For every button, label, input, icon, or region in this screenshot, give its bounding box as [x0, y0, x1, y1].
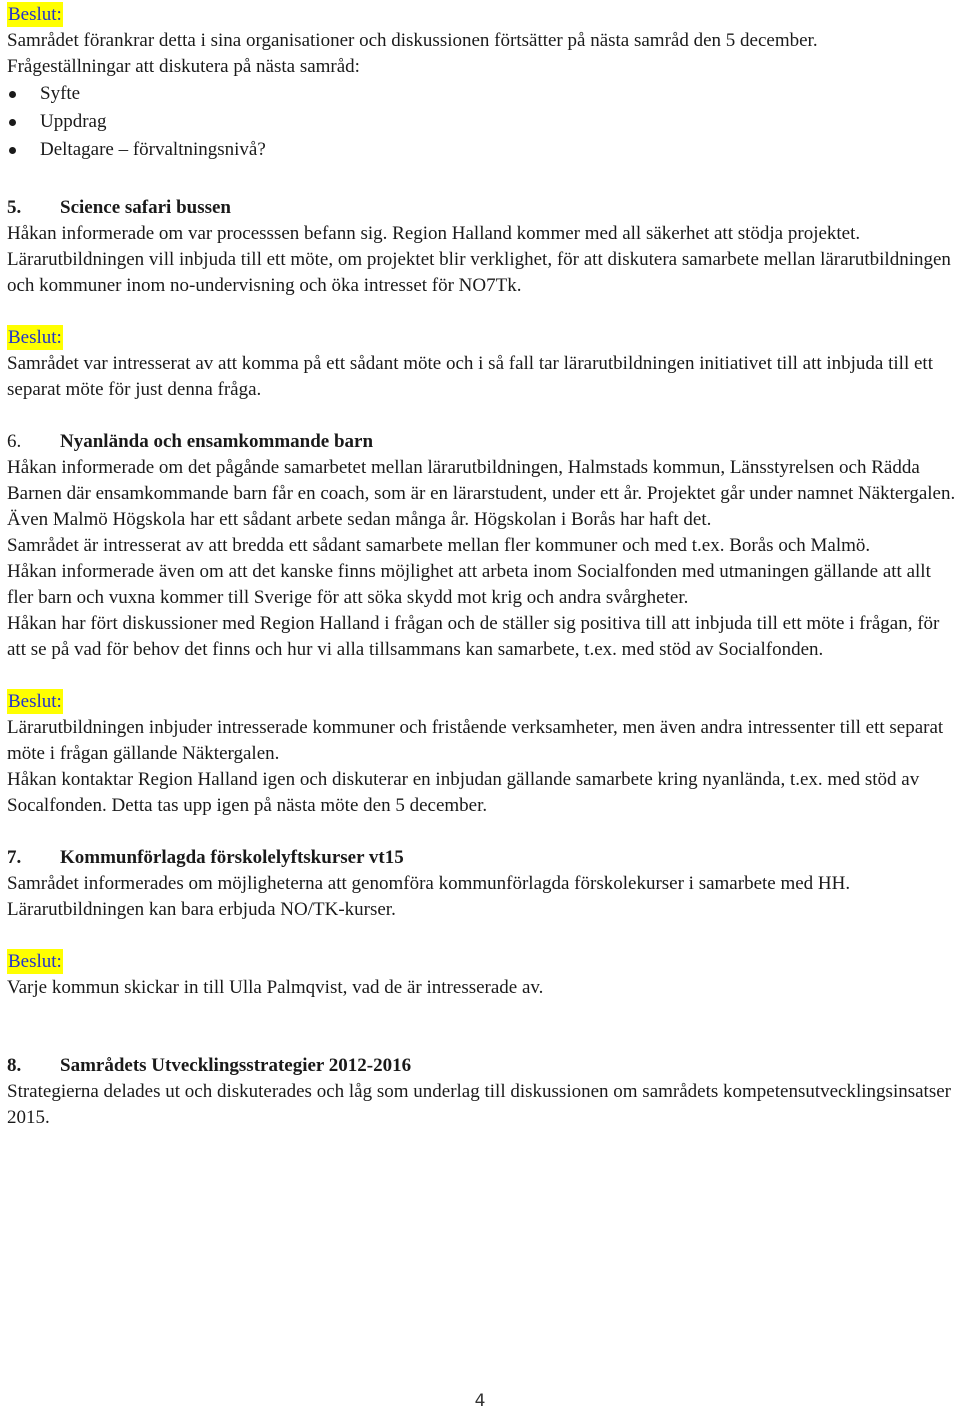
- section6-para3: Håkan informerade även om att det kanske finns möjlighet att arbeta inom Socialfonden med utmaningen gällande att allt fler barn och vuxna kommer till Sverige för att söka skydd mot krig och andra svårgheter.: [7, 561, 931, 608]
- beslut-label: Beslut:: [8, 691, 62, 712]
- list-item-text: Syfte: [40, 83, 81, 104]
- list-item-text: Uppdrag: [40, 111, 107, 132]
- bullet-icon: [9, 119, 16, 126]
- document-page: [7, 2, 959, 1131]
- section8-heading: [7, 1053, 959, 1079]
- section-title: Science safari bussen: [60, 197, 231, 218]
- page-number: 4: [474, 1391, 486, 1411]
- section5-beslut-text: Samrådet var intresserat av att komma på ett sådant möte och i så fall tar lärarutbildningen initiativet till att inbjuda till ett separat möte för just denna fråga.: [7, 353, 933, 400]
- section6-para1: Håkan informerade om det pågånde samarbetet mellan lärarutbildningen, Halmstads kommun, Länsstyrelsen och Rädda Barnen där ensamkommande barn får en coach, som är en lärarstudent, under ett år. Projektet går under namnet Näktergalen. Även Malmö Högskola har ett sådant arbete sedan många år. Högskolan i Borås har haft det.: [7, 457, 956, 530]
- section-number: 6.: [7, 431, 22, 452]
- section6-para4: Håkan har fört diskussioner med Region Halland i frågan och de ställer sig positiva till att inbjuda till ett möte i frågan, för att se på vad för behov det finns och hur vi alla tillsammans kan samarbete, t.ex. med stöd av Socialfonden.: [7, 613, 940, 660]
- bullet-icon: [9, 147, 16, 154]
- section6-beslut-text2: Håkan kontaktar Region Halland igen och diskuterar en inbjudan gällande samarbete kring nyanlända, t.ex. med stöd av Socalfonden. Detta tas upp igen på nästa möte den 5 december.: [7, 769, 920, 816]
- section6-para2: Samrådet är intresserat av att bredda ett sådant samarbete mellan fler kommuner och med t.ex. Borås och Malmö.: [7, 535, 871, 556]
- beslut-label: Beslut:: [8, 951, 62, 972]
- section5-heading: [7, 195, 959, 221]
- beslut-section5: [7, 325, 959, 351]
- section-title: Nyanlända och ensamkommande barn: [60, 431, 374, 452]
- section6-heading: [7, 429, 959, 455]
- section-number: 8.: [7, 1055, 22, 1076]
- section6-beslut-text1: Lärarutbildningen inbjuder intresserade kommuner och fristående verksamheter, men även andra intressenter till ett separat möte i frågan gällande Näktergalen.: [7, 717, 944, 764]
- beslut-section7: [7, 949, 959, 975]
- list-item-text: Deltagare – förvaltningsnivå?: [40, 139, 266, 160]
- bullet-icon: [9, 91, 16, 98]
- beslut-section6: [7, 689, 959, 715]
- section7-para1: Samrådet informerades om möjligheterna att genomföra kommunförlagda förskolekurser i samarbete med HH. Lärarutbildningen kan bara erbjuda NO/TK-kurser.: [7, 873, 851, 920]
- list-item: [7, 80, 959, 108]
- beslut-block1: [7, 2, 959, 28]
- section-number: 7.: [7, 847, 22, 868]
- section-title: Samrådets Utvecklingsstrategier 2012-2016: [60, 1055, 412, 1076]
- block1-para2: Frågeställningar att diskutera på nästa samråd:: [7, 56, 360, 77]
- block1-para1: Samrådet förankrar detta i sina organisationer och diskussionen förtsätter på nästa samråd den 5 december.: [7, 30, 818, 51]
- beslut-label: Beslut:: [8, 4, 62, 25]
- section5-para1: Håkan informerade om var processsen befann sig. Region Halland kommer med all säkerhet att stödja projektet. Lärarutbildningen vill inbjuda till ett möte, om projektet blir verklighet, för att diskutera samarbete mellan lärarutbildningen och kommuner inom no-undervisning och öka intresset för NO7Tk.: [7, 223, 951, 296]
- section-number: 5.: [7, 197, 22, 218]
- list-item: [7, 136, 959, 164]
- list-item: [7, 108, 959, 136]
- section7-beslut-text: Varje kommun skickar in till Ulla Palmqvist, vad de är intresserade av.: [7, 977, 544, 998]
- section-title: Kommunförlagda förskolelyftskurser vt15: [60, 847, 404, 868]
- bullet-list: [7, 80, 959, 164]
- section8-para1: Strategierna delades ut och diskuterades och låg som underlag till diskussionen om samrådets kompetensutvecklingsinsatser 2015.: [7, 1081, 951, 1128]
- section7-heading: [7, 845, 959, 871]
- beslut-label: Beslut:: [8, 327, 62, 348]
